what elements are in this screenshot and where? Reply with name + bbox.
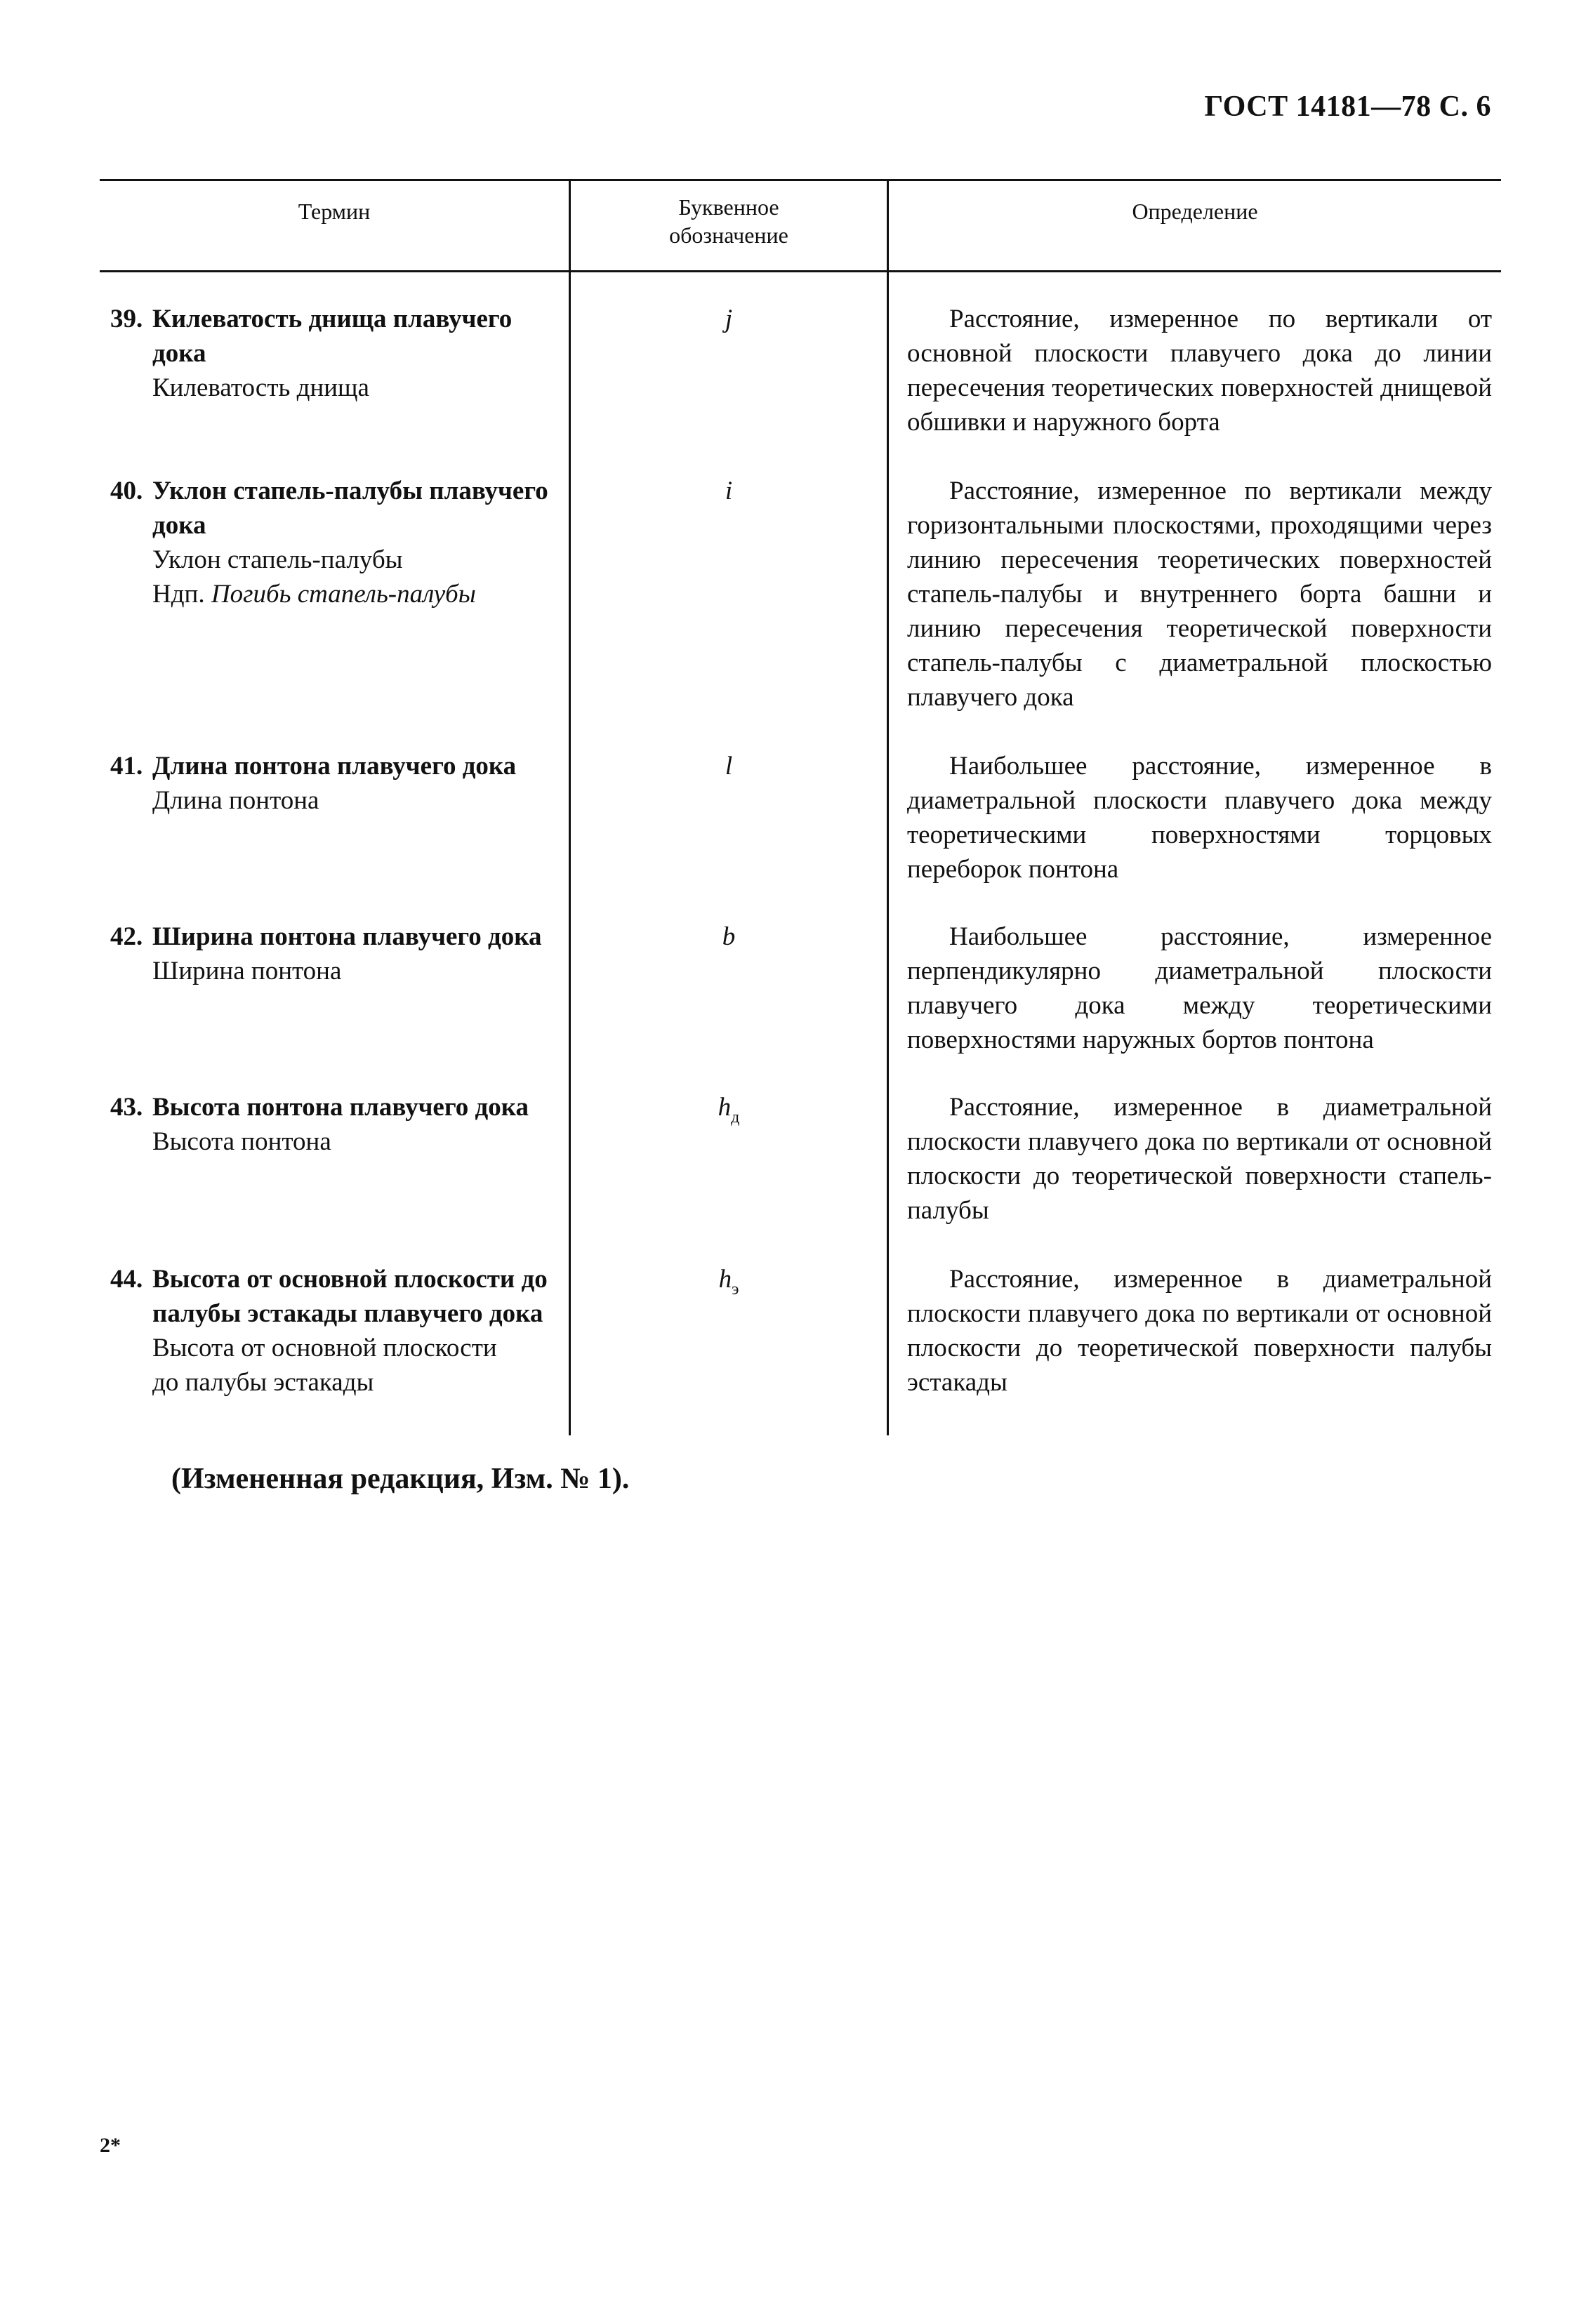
symbol-cell: j	[725, 305, 733, 333]
term-ndp: Ндп. Погибь стапель-палубы	[152, 580, 476, 609]
page-footer-mark: 2*	[100, 2134, 121, 2157]
symbol-cell: $h_э$	[718, 1265, 739, 1299]
symbol-subscript: д	[731, 1108, 740, 1127]
definition-cell: Наибольшее расстояние, измеренное в диаметральной плоскости плавучего дока между теоретическими поверхностями торцовых переборок понтона	[907, 752, 1492, 884]
term-main: 39. Килеватость днища плавучего	[110, 302, 567, 336]
page-header: ГОСТ 14181—78 С. 6	[1204, 91, 1491, 123]
term-short: Килеватость днища	[152, 373, 369, 402]
term-short: Высота от основной плоскости	[152, 1334, 497, 1362]
term-short: Уклон стапель-палубы	[152, 545, 403, 574]
definition-cell: Расстояние, измеренное в диаметральной плоскости плавучего дока по вертикали от основной плоскости до теоретической поверхности палубы эстакады	[907, 1265, 1492, 1397]
term-main: 43. Высота понтона плавучего дока	[110, 1090, 567, 1124]
column-header-definition: Определение	[1132, 199, 1258, 224]
term-cell	[110, 919, 567, 988]
amendment-note: (Измененная редакция, Изм. № 1).	[171, 1463, 630, 1495]
term-short: Высота понтона	[152, 1127, 331, 1156]
term-main-cont: дока	[152, 339, 206, 368]
term-main-cont: дока	[152, 511, 206, 540]
symbol-cell: $h_д$	[718, 1093, 740, 1127]
term-short-cont: до палубы эстакады	[152, 1368, 374, 1397]
term-number: 42.	[110, 922, 143, 951]
term-cell	[110, 1262, 567, 1400]
term-cell	[110, 1090, 567, 1159]
term-main: 41. Длина понтона плавучего дока	[110, 749, 567, 783]
column-divider-2	[887, 179, 889, 1435]
term-number: 39.	[110, 305, 143, 333]
term-cell	[110, 302, 567, 405]
term-number: 41.	[110, 752, 143, 781]
term-main: 42. Ширина понтона плавучего дока	[110, 919, 567, 954]
symbol-cell: b	[722, 922, 736, 951]
term-number: 40.	[110, 477, 143, 505]
term-main: 40. Уклон стапель-палубы плавучего	[110, 474, 567, 508]
terms-table	[100, 179, 1501, 1435]
symbol-cell: l	[725, 752, 733, 781]
definition-cell: Расстояние, измеренное по вертикали между горизонтальными плоскостями, проходящими через линию пересечения теоретических поверхностей стапель-палубы и внутреннего борта башни и линию пересечения теоретической поверхности стапель-палубы с диаметральной плоскостью плавучего дока	[907, 477, 1492, 712]
term-main: 44. Высота от основной плоскости до	[110, 1262, 567, 1296]
definition-cell: Наибольшее расстояние, измеренное перпендикулярно диаметральной плоскости плавучего дока между теоретическими поверхностями наружных бортов понтона	[907, 922, 1492, 1054]
column-header-symbol	[571, 193, 887, 249]
term-short: Ширина понтона	[152, 957, 342, 985]
term-short: Длина понтона	[152, 786, 319, 815]
term-cell	[110, 749, 567, 818]
term-main-cont: палубы эстакады плавучего дока	[152, 1299, 543, 1328]
term-number: 43.	[110, 1093, 143, 1122]
column-header-term: Термин	[298, 199, 371, 224]
column-header-symbol-text: Буквенное обозначение	[669, 194, 788, 248]
table-top-rule	[100, 179, 1501, 181]
definition-cell: Расстояние, измеренное в диаметральной плоскости плавучего дока по вертикали от основной плоскости до теоретической поверхности стапель-палубы	[907, 1093, 1492, 1225]
symbol-subscript: э	[732, 1280, 739, 1299]
term-cell	[110, 474, 567, 611]
table-header-rule	[100, 270, 1501, 272]
symbol-cell: i	[725, 477, 733, 505]
definition-cell: Расстояние, измеренное по вертикали от основной плоскости плавучего дока до линии пересечения теоретических поверхностей днищевой обшивки и наружного борта	[907, 305, 1492, 437]
term-number: 44.	[110, 1265, 143, 1294]
column-divider-1	[569, 179, 571, 1435]
